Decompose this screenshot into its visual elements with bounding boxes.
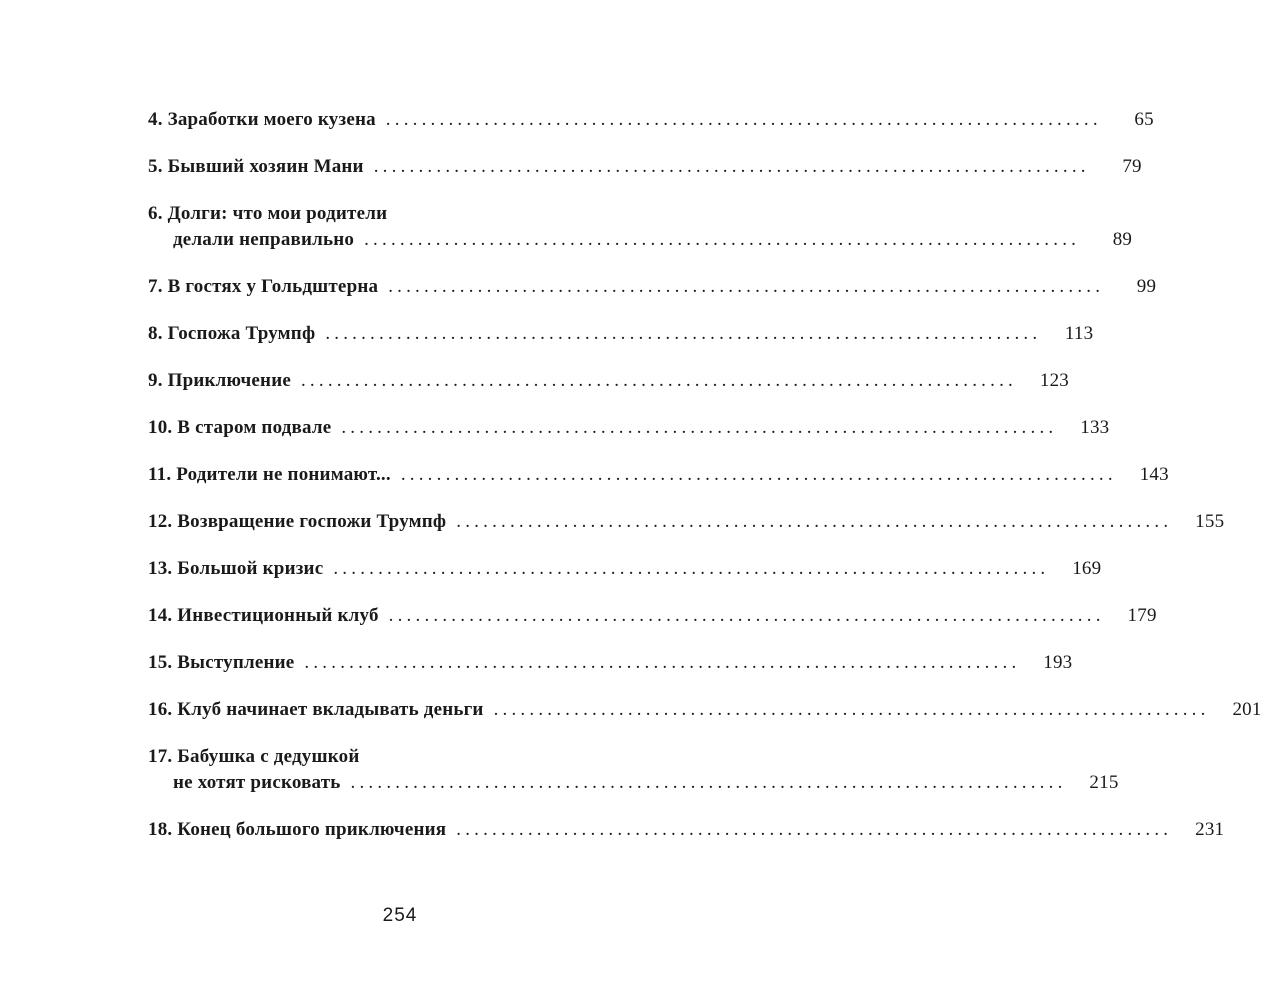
dot-leader: ................................................................................ — [456, 819, 1173, 840]
toc-page-number: 99 — [1136, 276, 1157, 297]
toc-page-number: 79 — [1122, 156, 1142, 177]
toc-title: 18. Конец большого приключения — [148, 819, 447, 840]
toc-line — [148, 201, 690, 227]
toc-line — [148, 227, 1133, 253]
dot-leader: ................................................................................ — [373, 156, 1090, 177]
toc-line — [148, 368, 1069, 394]
toc-page-number: 169 — [1072, 558, 1102, 579]
toc-title: 4. Заработки моего кузена — [148, 109, 376, 130]
toc-entry — [148, 368, 1069, 394]
dot-leader: ................................................................................ — [364, 229, 1081, 250]
dot-leader: ................................................................................ — [456, 511, 1173, 532]
toc-line — [148, 274, 1157, 300]
toc-line — [148, 603, 1157, 629]
toc-line — [148, 321, 1094, 347]
toc-line — [148, 697, 1262, 723]
toc-line — [148, 744, 690, 770]
dot-leader: ................................................................................ — [341, 417, 1058, 438]
dot-leader: ................................................................................ — [388, 276, 1105, 297]
toc-entry — [148, 509, 1225, 535]
toc-title: делали неправильно — [173, 229, 355, 250]
toc-page-number: 133 — [1080, 417, 1110, 438]
toc-page-number: 89 — [1112, 229, 1133, 250]
toc-title: 9. Приключение — [148, 370, 291, 391]
toc-page-number: 201 — [1232, 699, 1262, 720]
toc-page-number: 113 — [1064, 323, 1094, 344]
toc-line — [148, 415, 1110, 441]
toc-title: 10. В старом подвале — [148, 417, 332, 438]
toc-title: 5. Бывший хозяин Мани — [148, 156, 364, 177]
toc-line — [148, 817, 1225, 843]
toc-entry — [148, 817, 1225, 843]
toc-title: 17. Бабушка с дедушкой — [148, 746, 360, 767]
toc-entry — [148, 650, 1073, 676]
toc-page-number: 155 — [1195, 511, 1225, 532]
toc-line — [148, 650, 1073, 676]
toc-line — [148, 107, 1154, 133]
toc-entry — [148, 744, 1119, 796]
toc-entry — [148, 201, 1133, 253]
dot-leader: ................................................................................ — [333, 558, 1050, 579]
toc-title: 6. Долги: что мои родители — [148, 203, 388, 224]
toc-title: 16. Клуб начинает вкладывать деньги — [148, 699, 484, 720]
toc-line — [148, 462, 1169, 488]
toc-page-number: 193 — [1043, 652, 1073, 673]
toc-title: 11. Родители не понимают... — [148, 464, 391, 485]
dot-leader: ................................................................................ — [493, 699, 1210, 720]
toc-title: 14. Инвестиционный клуб — [148, 605, 379, 626]
toc-line — [148, 154, 1142, 180]
toc-page-number: 65 — [1134, 109, 1154, 130]
toc-page-number: 231 — [1195, 819, 1225, 840]
toc-entry — [148, 556, 1102, 582]
toc-title: не хотят рисковать — [173, 772, 341, 793]
dot-leader: ................................................................................ — [325, 323, 1042, 344]
toc-page-number: 215 — [1089, 772, 1119, 793]
dot-leader: ................................................................................ — [400, 464, 1117, 485]
toc-line — [148, 770, 1119, 796]
toc-entry — [148, 603, 1157, 629]
toc-entry — [148, 274, 1157, 300]
toc-entry — [148, 107, 1154, 133]
dot-leader: ................................................................................ — [388, 605, 1105, 626]
toc-page-number: 179 — [1127, 605, 1157, 626]
page-number: 254 — [382, 905, 418, 926]
toc-entry — [148, 462, 1169, 488]
toc-line — [148, 509, 1225, 535]
dot-leader: ................................................................................ — [350, 772, 1067, 793]
toc-entry — [148, 697, 1262, 723]
toc-page-number: 143 — [1139, 464, 1169, 485]
toc-entry — [148, 321, 1094, 347]
toc-title: 12. Возвращение госпожи Трумпф — [148, 511, 447, 532]
toc-page-number: 123 — [1039, 370, 1069, 391]
toc-entry — [148, 415, 1110, 441]
dot-leader: ................................................................................ — [385, 109, 1102, 130]
toc-title: 15. Выступление — [148, 652, 295, 673]
dot-leader: ................................................................................ — [300, 370, 1017, 391]
dot-leader: ................................................................................ — [304, 652, 1021, 673]
toc-title: 8. Госпожа Трумпф — [148, 323, 316, 344]
toc-title: 7. В гостях у Гольдштерна — [148, 276, 379, 297]
toc-line — [148, 556, 1102, 582]
toc-entry — [148, 154, 1142, 180]
toc-title: 13. Большой кризис — [148, 558, 324, 579]
